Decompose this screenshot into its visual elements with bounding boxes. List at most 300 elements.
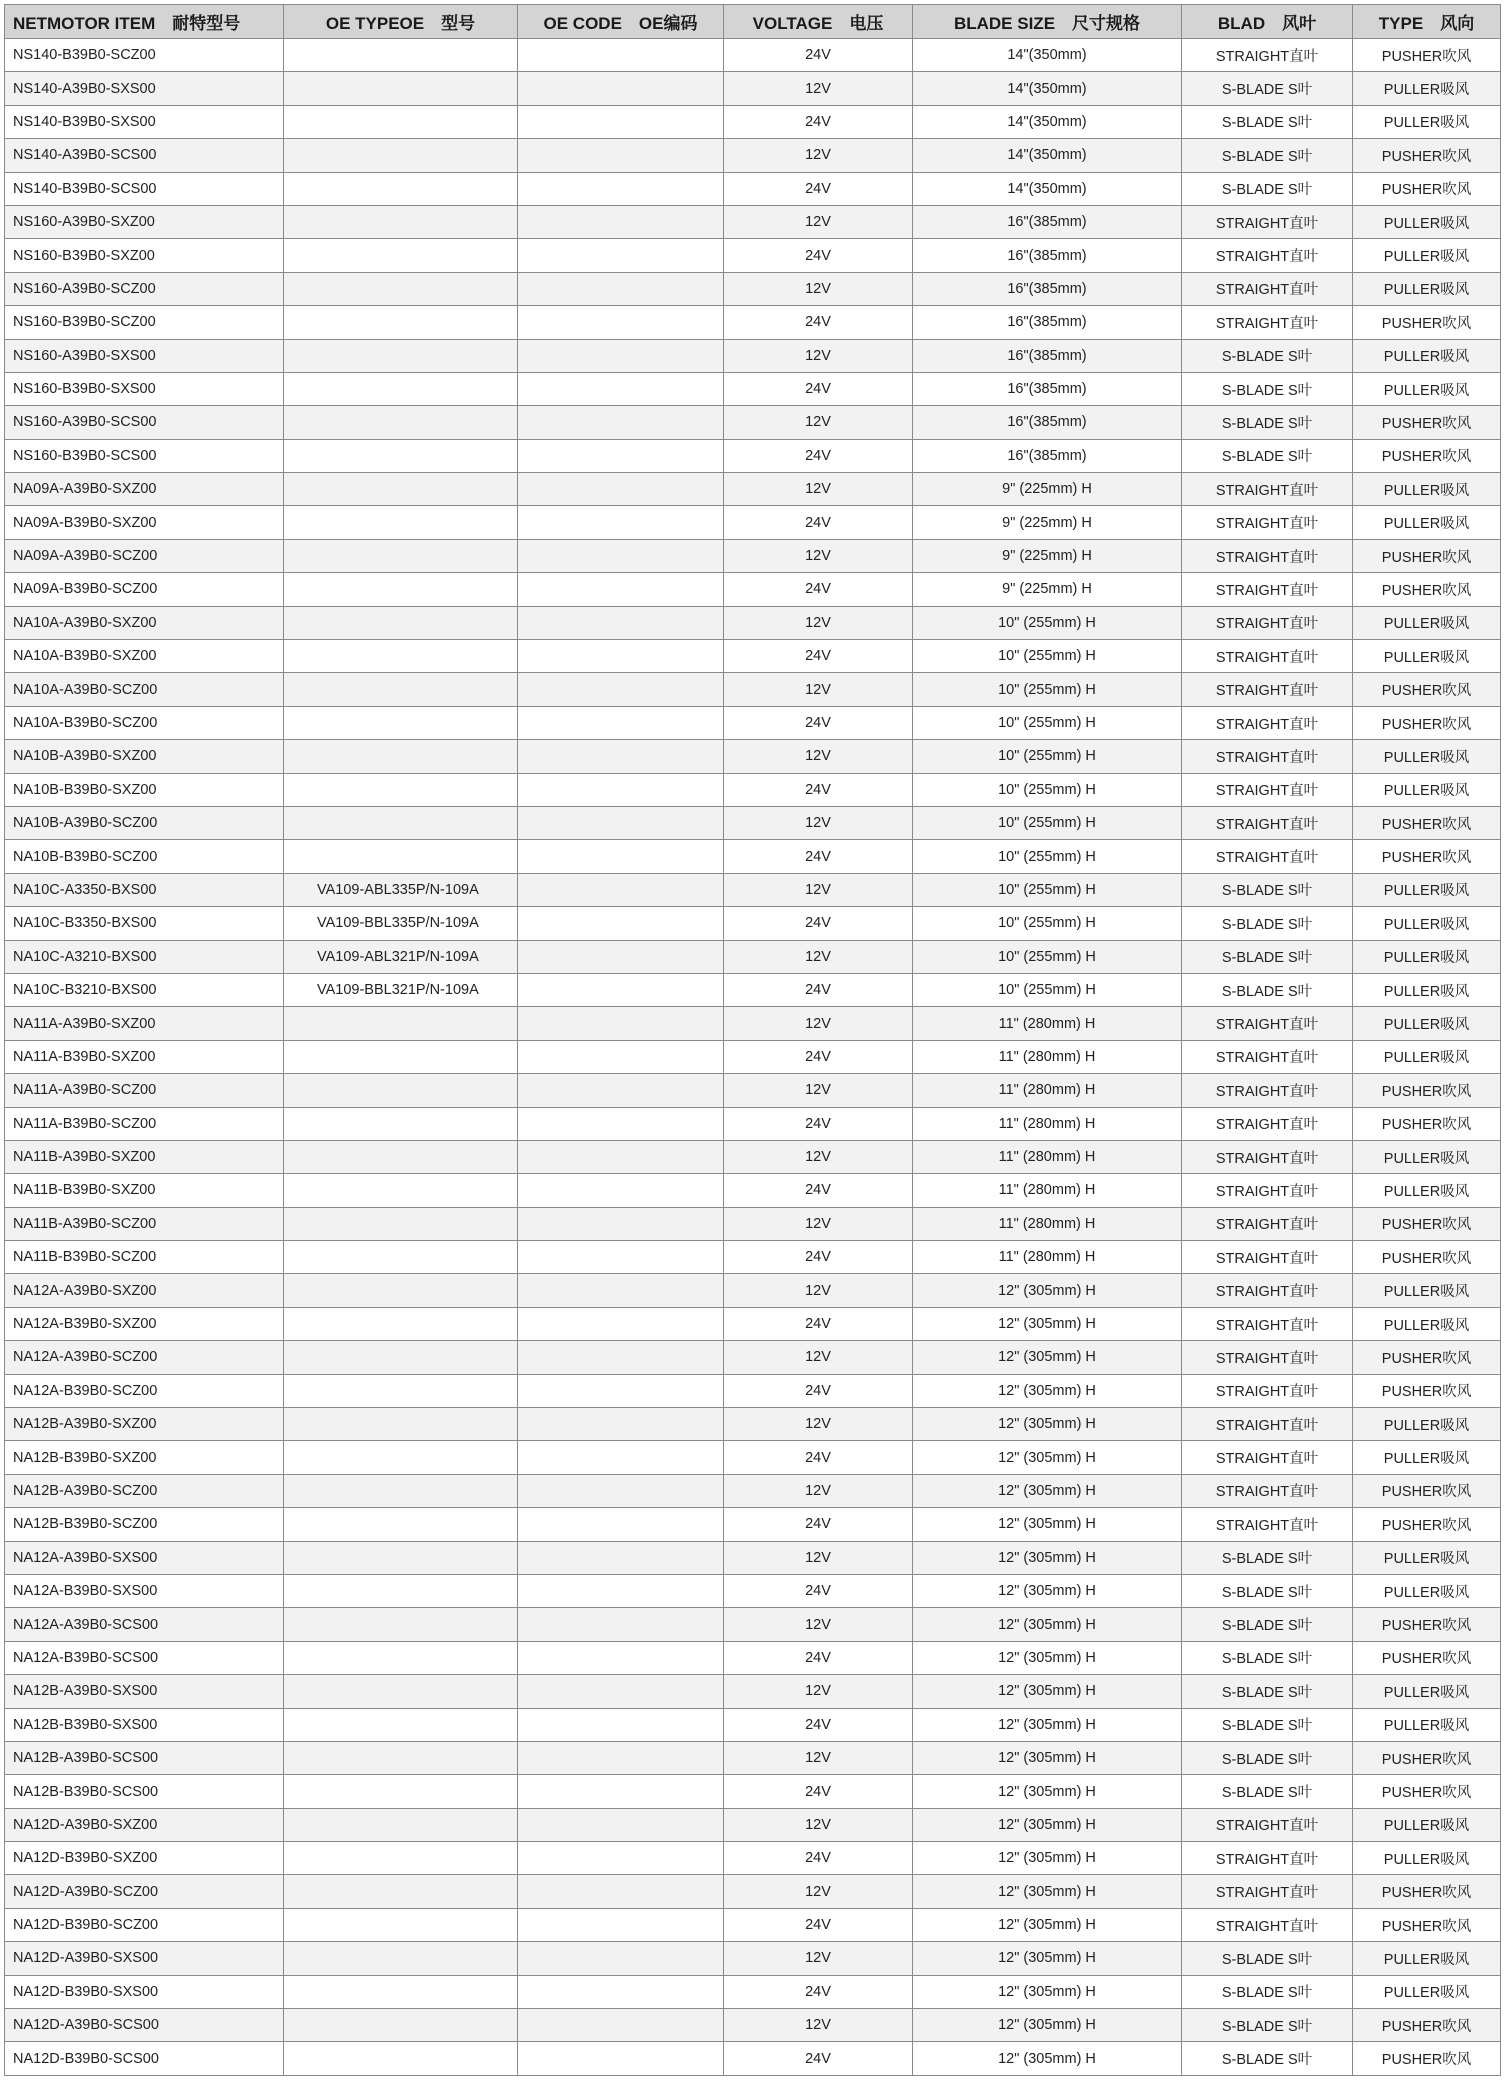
oe-type-cell xyxy=(284,506,518,539)
item-cell: NA11B-B39B0-SCZ00 xyxy=(5,1241,284,1274)
oe-code-cell xyxy=(518,1842,724,1875)
blade-size-cell: 12" (305mm) H xyxy=(913,1408,1182,1441)
oe-code-cell xyxy=(518,372,724,405)
table-row xyxy=(5,1241,1501,1274)
blade-cell: S-BLADE S叶 xyxy=(1182,1975,1353,2008)
oe-type-cell xyxy=(284,105,518,138)
blade-size-cell: 12" (305mm) H xyxy=(913,1741,1182,1774)
table-row xyxy=(5,573,1501,606)
blade-cell: STRAIGHT直叶 xyxy=(1182,1508,1353,1541)
voltage-cell: 24V xyxy=(724,372,913,405)
oe-code-cell xyxy=(518,1274,724,1307)
blade-cell: STRAIGHT直叶 xyxy=(1182,539,1353,572)
blade-size-cell: 10" (255mm) H xyxy=(913,773,1182,806)
type-cell: PULLER吸风 xyxy=(1353,1574,1501,1607)
voltage-cell: 12V xyxy=(724,673,913,706)
oe-code-cell xyxy=(518,1741,724,1774)
item-cell: NA12D-A39B0-SXZ00 xyxy=(5,1808,284,1841)
table-row xyxy=(5,740,1501,773)
type-cell: PULLER吸风 xyxy=(1353,473,1501,506)
table-row xyxy=(5,1975,1501,2008)
voltage-cell: 12V xyxy=(724,1942,913,1975)
table-row xyxy=(5,1574,1501,1607)
type-cell: PUSHER吹风 xyxy=(1353,1241,1501,1274)
table-row xyxy=(5,806,1501,839)
table-row xyxy=(5,1875,1501,1908)
type-cell: PULLER吸风 xyxy=(1353,506,1501,539)
oe-type-cell xyxy=(284,606,518,639)
table-row xyxy=(5,1541,1501,1574)
item-cell: NS160-A39B0-SXS00 xyxy=(5,339,284,372)
type-cell: PUSHER吹风 xyxy=(1353,1074,1501,1107)
item-cell: NS140-B39B0-SCZ00 xyxy=(5,39,284,72)
blade-size-cell: 12" (305mm) H xyxy=(913,1842,1182,1875)
oe-type-cell xyxy=(284,1074,518,1107)
type-cell: PUSHER吹风 xyxy=(1353,306,1501,339)
item-cell: NA10C-A3350-BXS00 xyxy=(5,873,284,906)
item-cell: NA12A-A39B0-SXZ00 xyxy=(5,1274,284,1307)
blade-size-cell: 12" (305mm) H xyxy=(913,1808,1182,1841)
item-cell: NA10B-A39B0-SXZ00 xyxy=(5,740,284,773)
type-cell: PUSHER吹风 xyxy=(1353,1741,1501,1774)
table-row xyxy=(5,1474,1501,1507)
oe-code-cell xyxy=(518,1608,724,1641)
item-cell: NA11B-B39B0-SXZ00 xyxy=(5,1174,284,1207)
item-cell: NA11A-B39B0-SCZ00 xyxy=(5,1107,284,1140)
blade-cell: STRAIGHT直叶 xyxy=(1182,1074,1353,1107)
item-cell: NA11A-B39B0-SXZ00 xyxy=(5,1040,284,1073)
blade-cell: S-BLADE S叶 xyxy=(1182,1708,1353,1741)
oe-code-cell xyxy=(518,1341,724,1374)
voltage-cell: 12V xyxy=(724,740,913,773)
oe-type-cell xyxy=(284,39,518,72)
table-row xyxy=(5,706,1501,739)
item-cell: NA10B-B39B0-SXZ00 xyxy=(5,773,284,806)
item-cell: NA12B-A39B0-SXZ00 xyxy=(5,1408,284,1441)
blade-cell: STRAIGHT直叶 xyxy=(1182,1474,1353,1507)
blade-size-cell: 11" (280mm) H xyxy=(913,1140,1182,1173)
voltage-cell: 24V xyxy=(724,306,913,339)
blade-size-cell: 12" (305mm) H xyxy=(913,1975,1182,2008)
oe-code-cell xyxy=(518,1508,724,1541)
blade-cell: STRAIGHT直叶 xyxy=(1182,1374,1353,1407)
blade-cell: S-BLADE S叶 xyxy=(1182,139,1353,172)
oe-code-cell xyxy=(518,172,724,205)
oe-code-cell xyxy=(518,239,724,272)
table-row xyxy=(5,1007,1501,1040)
voltage-cell: 24V xyxy=(724,1908,913,1941)
oe-code-cell xyxy=(518,1675,724,1708)
oe-type-cell xyxy=(284,2009,518,2042)
blade-size-cell: 11" (280mm) H xyxy=(913,1040,1182,1073)
blade-cell: STRAIGHT直叶 xyxy=(1182,239,1353,272)
blade-cell: S-BLADE S叶 xyxy=(1182,1541,1353,1574)
type-cell: PULLER吸风 xyxy=(1353,740,1501,773)
oe-type-cell xyxy=(284,339,518,372)
oe-type-cell xyxy=(284,1975,518,2008)
item-cell: NA10B-A39B0-SCZ00 xyxy=(5,806,284,839)
item-cell: NA09A-A39B0-SCZ00 xyxy=(5,539,284,572)
item-cell: NS160-B39B0-SXZ00 xyxy=(5,239,284,272)
blade-size-cell: 12" (305mm) H xyxy=(913,1574,1182,1607)
table-row xyxy=(5,1174,1501,1207)
type-cell: PULLER吸风 xyxy=(1353,1040,1501,1073)
oe-code-cell xyxy=(518,39,724,72)
oe-type-cell xyxy=(284,1708,518,1741)
oe-code-cell xyxy=(518,840,724,873)
column-header-oe-code: OE CODE OE编码 xyxy=(518,5,724,39)
type-cell: PULLER吸风 xyxy=(1353,1708,1501,1741)
blade-cell: STRAIGHT直叶 xyxy=(1182,606,1353,639)
table-row xyxy=(5,1341,1501,1374)
type-cell: PULLER吸风 xyxy=(1353,1408,1501,1441)
type-cell: PULLER吸风 xyxy=(1353,1441,1501,1474)
item-cell: NA12A-B39B0-SXS00 xyxy=(5,1574,284,1607)
oe-type-cell xyxy=(284,1808,518,1841)
table-row xyxy=(5,1140,1501,1173)
voltage-cell: 12V xyxy=(724,1741,913,1774)
item-cell: NA10A-B39B0-SCZ00 xyxy=(5,706,284,739)
oe-type-cell xyxy=(284,1675,518,1708)
item-cell: NS160-B39B0-SCZ00 xyxy=(5,306,284,339)
oe-code-cell xyxy=(518,1775,724,1808)
oe-code-cell xyxy=(518,873,724,906)
oe-type-cell xyxy=(284,1741,518,1774)
blade-size-cell: 12" (305mm) H xyxy=(913,1341,1182,1374)
oe-code-cell xyxy=(518,205,724,238)
oe-code-cell xyxy=(518,72,724,105)
voltage-cell: 24V xyxy=(724,1574,913,1607)
table-row xyxy=(5,372,1501,405)
voltage-cell: 12V xyxy=(724,2009,913,2042)
blade-size-cell: 10" (255mm) H xyxy=(913,640,1182,673)
voltage-cell: 12V xyxy=(724,539,913,572)
voltage-cell: 24V xyxy=(724,1775,913,1808)
oe-code-cell xyxy=(518,506,724,539)
table-row xyxy=(5,1608,1501,1641)
blade-size-cell: 9" (225mm) H xyxy=(913,539,1182,572)
oe-code-cell xyxy=(518,973,724,1006)
table-row xyxy=(5,1207,1501,1240)
blade-cell: STRAIGHT直叶 xyxy=(1182,1040,1353,1073)
oe-code-cell xyxy=(518,406,724,439)
blade-cell: S-BLADE S叶 xyxy=(1182,172,1353,205)
oe-type-cell xyxy=(284,72,518,105)
blade-cell: S-BLADE S叶 xyxy=(1182,105,1353,138)
voltage-cell: 24V xyxy=(724,773,913,806)
type-cell: PUSHER吹风 xyxy=(1353,673,1501,706)
oe-code-cell xyxy=(518,1908,724,1941)
item-cell: NA09A-A39B0-SXZ00 xyxy=(5,473,284,506)
type-cell: PULLER吸风 xyxy=(1353,1942,1501,1975)
table-row xyxy=(5,1307,1501,1340)
type-cell: PULLER吸风 xyxy=(1353,372,1501,405)
item-cell: NA10C-A3210-BXS00 xyxy=(5,940,284,973)
voltage-cell: 12V xyxy=(724,1541,913,1574)
blade-size-cell: 10" (255mm) H xyxy=(913,606,1182,639)
table-row xyxy=(5,840,1501,873)
table-row xyxy=(5,1741,1501,1774)
oe-type-cell xyxy=(284,406,518,439)
oe-code-cell xyxy=(518,740,724,773)
oe-code-cell xyxy=(518,1574,724,1607)
blade-cell: STRAIGHT直叶 xyxy=(1182,39,1353,72)
oe-code-cell xyxy=(518,640,724,673)
blade-size-cell: 10" (255mm) H xyxy=(913,907,1182,940)
oe-code-cell xyxy=(518,1975,724,2008)
item-cell: NS140-B39B0-SCS00 xyxy=(5,172,284,205)
table-row xyxy=(5,1040,1501,1073)
oe-type-cell xyxy=(284,1641,518,1674)
blade-cell: STRAIGHT直叶 xyxy=(1182,1908,1353,1941)
blade-cell: STRAIGHT直叶 xyxy=(1182,1441,1353,1474)
oe-type-cell: VA109-BBL321P/N-109A xyxy=(284,973,518,1006)
type-cell: PUSHER吹风 xyxy=(1353,1641,1501,1674)
oe-type-cell xyxy=(284,1274,518,1307)
type-cell: PULLER吸风 xyxy=(1353,606,1501,639)
item-cell: NS160-B39B0-SXS00 xyxy=(5,372,284,405)
blade-cell: S-BLADE S叶 xyxy=(1182,2042,1353,2075)
oe-type-cell: VA109-ABL321P/N-109A xyxy=(284,940,518,973)
type-cell: PUSHER吹风 xyxy=(1353,1474,1501,1507)
column-header-netmotor-item: NETMOTOR ITEM 耐特型号 xyxy=(5,5,284,39)
blade-cell: STRAIGHT直叶 xyxy=(1182,306,1353,339)
blade-cell: STRAIGHT直叶 xyxy=(1182,1808,1353,1841)
oe-type-cell xyxy=(284,1441,518,1474)
oe-code-cell xyxy=(518,1307,724,1340)
blade-cell: STRAIGHT直叶 xyxy=(1182,573,1353,606)
blade-cell: STRAIGHT直叶 xyxy=(1182,1842,1353,1875)
blade-size-cell: 12" (305mm) H xyxy=(913,1374,1182,1407)
table-row xyxy=(5,272,1501,305)
voltage-cell: 12V xyxy=(724,1341,913,1374)
column-header-voltage: VOLTAGE 电压 xyxy=(724,5,913,39)
table-row xyxy=(5,539,1501,572)
table-row xyxy=(5,1942,1501,1975)
item-cell: NA11B-A39B0-SXZ00 xyxy=(5,1140,284,1173)
type-cell: PULLER吸风 xyxy=(1353,1842,1501,1875)
blade-cell: STRAIGHT直叶 xyxy=(1182,473,1353,506)
oe-type-cell xyxy=(284,1908,518,1941)
item-cell: NA12D-B39B0-SCZ00 xyxy=(5,1908,284,1941)
oe-type-cell xyxy=(284,773,518,806)
blade-cell: STRAIGHT直叶 xyxy=(1182,1174,1353,1207)
table-row xyxy=(5,1808,1501,1841)
table-header xyxy=(5,5,1501,39)
type-cell: PUSHER吹风 xyxy=(1353,1508,1501,1541)
blade-size-cell: 11" (280mm) H xyxy=(913,1207,1182,1240)
type-cell: PUSHER吹风 xyxy=(1353,1107,1501,1140)
blade-cell: STRAIGHT直叶 xyxy=(1182,1107,1353,1140)
voltage-cell: 12V xyxy=(724,940,913,973)
table-row xyxy=(5,406,1501,439)
blade-size-cell: 11" (280mm) H xyxy=(913,1007,1182,1040)
blade-size-cell: 16"(385mm) xyxy=(913,272,1182,305)
blade-size-cell: 16"(385mm) xyxy=(913,406,1182,439)
blade-size-cell: 16"(385mm) xyxy=(913,339,1182,372)
oe-code-cell xyxy=(518,1942,724,1975)
oe-type-cell xyxy=(284,239,518,272)
oe-code-cell xyxy=(518,1541,724,1574)
oe-type-cell xyxy=(284,1574,518,1607)
item-cell: NA09A-B39B0-SXZ00 xyxy=(5,506,284,539)
type-cell: PULLER吸风 xyxy=(1353,773,1501,806)
item-cell: NA12D-A39B0-SCS00 xyxy=(5,2009,284,2042)
blade-size-cell: 12" (305mm) H xyxy=(913,1307,1182,1340)
item-cell: NA12B-B39B0-SXS00 xyxy=(5,1708,284,1741)
blade-size-cell: 10" (255mm) H xyxy=(913,806,1182,839)
item-cell: NA12B-A39B0-SCZ00 xyxy=(5,1474,284,1507)
voltage-cell: 24V xyxy=(724,1508,913,1541)
voltage-cell: 24V xyxy=(724,573,913,606)
table-row xyxy=(5,2042,1501,2075)
oe-code-cell xyxy=(518,940,724,973)
blade-size-cell: 11" (280mm) H xyxy=(913,1174,1182,1207)
oe-type-cell xyxy=(284,806,518,839)
oe-type-cell xyxy=(284,1842,518,1875)
blade-size-cell: 12" (305mm) H xyxy=(913,1908,1182,1941)
blade-size-cell: 12" (305mm) H xyxy=(913,1708,1182,1741)
table-body xyxy=(5,39,1501,2076)
blade-cell: S-BLADE S叶 xyxy=(1182,1741,1353,1774)
table-row xyxy=(5,1775,1501,1808)
blade-size-cell: 12" (305mm) H xyxy=(913,1474,1182,1507)
blade-size-cell: 14"(350mm) xyxy=(913,139,1182,172)
blade-size-cell: 12" (305mm) H xyxy=(913,1675,1182,1708)
voltage-cell: 12V xyxy=(724,1274,913,1307)
blade-cell: S-BLADE S叶 xyxy=(1182,1675,1353,1708)
oe-code-cell xyxy=(518,1107,724,1140)
table-row xyxy=(5,1374,1501,1407)
blade-cell: S-BLADE S叶 xyxy=(1182,1942,1353,1975)
blade-size-cell: 14"(350mm) xyxy=(913,72,1182,105)
blade-cell: S-BLADE S叶 xyxy=(1182,907,1353,940)
voltage-cell: 12V xyxy=(724,873,913,906)
oe-code-cell xyxy=(518,706,724,739)
blade-size-cell: 9" (225mm) H xyxy=(913,573,1182,606)
oe-type-cell xyxy=(284,1374,518,1407)
oe-code-cell xyxy=(518,2042,724,2075)
table-row xyxy=(5,105,1501,138)
oe-code-cell xyxy=(518,1708,724,1741)
column-header-oe-type: OE TYPEOE 型号 xyxy=(284,5,518,39)
type-cell: PUSHER吹风 xyxy=(1353,2009,1501,2042)
blade-size-cell: 12" (305mm) H xyxy=(913,1775,1182,1808)
type-cell: PULLER吸风 xyxy=(1353,1174,1501,1207)
blade-size-cell: 12" (305mm) H xyxy=(913,2042,1182,2075)
voltage-cell: 24V xyxy=(724,1374,913,1407)
blade-size-cell: 14"(350mm) xyxy=(913,39,1182,72)
blade-size-cell: 10" (255mm) H xyxy=(913,840,1182,873)
voltage-cell: 12V xyxy=(724,1875,913,1908)
voltage-cell: 12V xyxy=(724,1608,913,1641)
oe-code-cell xyxy=(518,1074,724,1107)
item-cell: NA11B-A39B0-SCZ00 xyxy=(5,1207,284,1240)
oe-type-cell xyxy=(284,1942,518,1975)
voltage-cell: 24V xyxy=(724,1708,913,1741)
column-header-type: TYPE 风向 xyxy=(1353,5,1501,39)
table-row xyxy=(5,473,1501,506)
oe-code-cell xyxy=(518,673,724,706)
oe-type-cell xyxy=(284,1474,518,1507)
table-row xyxy=(5,72,1501,105)
type-cell: PUSHER吹风 xyxy=(1353,1608,1501,1641)
blade-cell: STRAIGHT直叶 xyxy=(1182,740,1353,773)
voltage-cell: 24V xyxy=(724,840,913,873)
item-cell: NA12A-B39B0-SXZ00 xyxy=(5,1307,284,1340)
blade-cell: STRAIGHT直叶 xyxy=(1182,806,1353,839)
blade-cell: STRAIGHT直叶 xyxy=(1182,1274,1353,1307)
blade-cell: STRAIGHT直叶 xyxy=(1182,506,1353,539)
type-cell: PULLER吸风 xyxy=(1353,873,1501,906)
oe-code-cell xyxy=(518,473,724,506)
voltage-cell: 24V xyxy=(724,640,913,673)
voltage-cell: 24V xyxy=(724,105,913,138)
oe-type-cell xyxy=(284,272,518,305)
voltage-cell: 12V xyxy=(724,473,913,506)
oe-type-cell xyxy=(284,640,518,673)
oe-type-cell xyxy=(284,2042,518,2075)
oe-type-cell xyxy=(284,1040,518,1073)
blade-cell: STRAIGHT直叶 xyxy=(1182,205,1353,238)
product-spec-table xyxy=(4,4,1501,2076)
blade-size-cell: 14"(350mm) xyxy=(913,172,1182,205)
oe-code-cell xyxy=(518,539,724,572)
voltage-cell: 24V xyxy=(724,1842,913,1875)
oe-code-cell xyxy=(518,139,724,172)
oe-type-cell xyxy=(284,1241,518,1274)
oe-code-cell xyxy=(518,339,724,372)
column-header-blade: BLAD 风叶 xyxy=(1182,5,1353,39)
type-cell: PUSHER吹风 xyxy=(1353,1207,1501,1240)
oe-type-cell xyxy=(284,539,518,572)
table-row xyxy=(5,673,1501,706)
table-row xyxy=(5,239,1501,272)
voltage-cell: 24V xyxy=(724,1975,913,2008)
oe-type-cell: VA109-BBL335P/N-109A xyxy=(284,907,518,940)
oe-code-cell xyxy=(518,1808,724,1841)
item-cell: NA12B-B39B0-SXZ00 xyxy=(5,1441,284,1474)
type-cell: PUSHER吹风 xyxy=(1353,1875,1501,1908)
voltage-cell: 12V xyxy=(724,272,913,305)
type-cell: PULLER吸风 xyxy=(1353,1140,1501,1173)
oe-type-cell: VA109-ABL335P/N-109A xyxy=(284,873,518,906)
table-row xyxy=(5,940,1501,973)
blade-cell: S-BLADE S叶 xyxy=(1182,1641,1353,1674)
oe-type-cell xyxy=(284,740,518,773)
blade-size-cell: 9" (225mm) H xyxy=(913,473,1182,506)
oe-type-cell xyxy=(284,1341,518,1374)
item-cell: NA12A-A39B0-SXS00 xyxy=(5,1541,284,1574)
type-cell: PULLER吸风 xyxy=(1353,907,1501,940)
voltage-cell: 24V xyxy=(724,907,913,940)
blade-cell: S-BLADE S叶 xyxy=(1182,406,1353,439)
blade-cell: STRAIGHT直叶 xyxy=(1182,1341,1353,1374)
item-cell: NS160-B39B0-SCS00 xyxy=(5,439,284,472)
table-row xyxy=(5,506,1501,539)
oe-code-cell xyxy=(518,907,724,940)
oe-code-cell xyxy=(518,773,724,806)
blade-cell: S-BLADE S叶 xyxy=(1182,1608,1353,1641)
type-cell: PUSHER吹风 xyxy=(1353,1374,1501,1407)
blade-cell: STRAIGHT直叶 xyxy=(1182,1408,1353,1441)
type-cell: PUSHER吹风 xyxy=(1353,39,1501,72)
oe-code-cell xyxy=(518,606,724,639)
type-cell: PULLER吸风 xyxy=(1353,1307,1501,1340)
oe-type-cell xyxy=(284,1408,518,1441)
blade-cell: STRAIGHT直叶 xyxy=(1182,706,1353,739)
blade-size-cell: 12" (305mm) H xyxy=(913,1608,1182,1641)
